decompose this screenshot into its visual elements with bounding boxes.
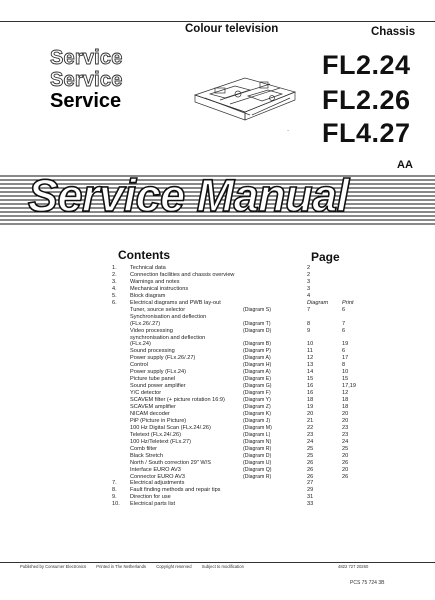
toc-item-page: 31 [307, 494, 314, 501]
toc-item-label: Power supply (FLx.26/.27) [130, 355, 196, 362]
toc-item-page: 26 [307, 459, 314, 466]
chassis-label: Chassis [371, 26, 416, 38]
toc-item-page: 9 [307, 327, 311, 334]
toc-item-label: Synchronisation and deflection [130, 313, 207, 320]
toc-item-label: Teletext (FLx.24/.26) [130, 431, 181, 438]
toc-item-label: Sound power amplifier [130, 383, 186, 390]
toc-item-label: Comb filter [130, 445, 158, 452]
toc-item-page: 25 [307, 445, 314, 452]
footer-printed: Printed in The Netherlands [96, 564, 147, 569]
contents-heading: Contents [118, 248, 170, 262]
toc-item-print-page: 10 [342, 369, 349, 376]
toc-item-diagram: (Diagram H) [243, 362, 272, 369]
service-logo-line-3: Service [50, 90, 122, 112]
toc-item-page: 26 [307, 466, 314, 473]
chassis-illustration [190, 70, 300, 135]
toc-item-page: 11 [307, 348, 313, 355]
toc-item-diagram: (Diagram A) [243, 369, 271, 376]
toc-item-print-page: 17,19 [342, 383, 356, 390]
toc-item-page: 16 [307, 390, 314, 397]
toc-item-label: Y/C detector [130, 390, 162, 397]
toc-item-label: Electrical parts list [130, 501, 176, 508]
footer-publisher: Published by Consumer Electronics [20, 564, 87, 569]
toc-item-number: 3. [112, 278, 117, 285]
toc-item-page: 10 [307, 341, 314, 348]
toc-item-label: Electrical adjustments [130, 480, 185, 487]
toc-item-number: 1. [112, 265, 117, 271]
toc-item-print-page: 12 [342, 390, 349, 397]
header-rule [0, 21, 435, 22]
toc-item-page: 8 [307, 320, 311, 327]
toc-item-print-page: 6 [342, 327, 346, 334]
toc-item-label: Warnings and notes [130, 278, 180, 285]
version-code: AA [397, 159, 413, 171]
toc-item-label: synchronisation and deflection [130, 334, 206, 341]
toc-item-label: Power supply (FLx.24) [130, 369, 186, 376]
toc-row [0, 500, 435, 508]
toc-item-page: 23 [307, 431, 314, 438]
footer-rule [0, 562, 435, 563]
toc-item-page: 22 [307, 424, 314, 431]
toc-item-diagram: (Diagram P) [243, 348, 271, 355]
toc-item-label: Technical data [130, 265, 166, 271]
toc-item-label: Electrical diagrams and PWB lay-out [130, 299, 221, 306]
toc-item-page: 20 [307, 410, 314, 417]
toc-item-diagram: (Diagram U) [243, 459, 272, 466]
diagram-column-heading: Diagram [307, 299, 329, 306]
toc-item-print-page: 20 [342, 452, 349, 459]
toc-item-print-page: 20 [342, 417, 349, 424]
toc-item-label: Black Stretch [130, 452, 163, 459]
toc-item-label: Interface EURO AV3 [130, 466, 181, 473]
toc-item-label: North / South correction 29" W/S [130, 459, 211, 466]
toc-item-print-page: 7 [342, 320, 346, 327]
service-logo-line-2: Service [50, 69, 123, 91]
toc-item-label: 100 Hz Digital Scan (FLx.24/.26) [130, 424, 211, 431]
toc-item-label: Mechanical instructions [130, 285, 189, 292]
toc-item-label: Fault finding methods and repair tips [130, 487, 221, 494]
toc-item-page: 4 [307, 292, 311, 299]
illustration-code: ~ [287, 128, 290, 133]
toc-item-label: Video processing [130, 327, 173, 334]
footer-copyright: Copyright reserved [156, 564, 192, 569]
toc-item-page: 25 [307, 452, 314, 459]
toc-item-diagram: (Diagram E) [243, 376, 271, 383]
toc-item-diagram: (Diagram G) [243, 383, 272, 390]
toc-item-page: 3 [307, 285, 311, 292]
toc-item-label: Connection facilities and chassis overview [130, 271, 235, 278]
toc-item-diagram: (Diagram K) [243, 410, 271, 417]
toc-item-label: SCAVEM amplifier [130, 404, 176, 410]
toc-item-label: Block diagram [130, 292, 166, 299]
toc-column-headers [0, 299, 435, 307]
toc-item-diagram: (Diagram Y) [243, 397, 271, 404]
model-fl4-27: FL4.27 [322, 118, 411, 148]
toc-item-number: 8. [112, 487, 117, 494]
toc-item-print-page: 20 [342, 410, 349, 417]
toc-item-page: 24 [307, 438, 314, 445]
toc-item-diagram: (Diagram F) [243, 390, 271, 397]
toc-item-label: 100 Hz/Teletext (FLx.27) [130, 438, 191, 445]
toc-item-page: 21 [307, 417, 314, 424]
toc-item-label: (FLx.26/.27) [130, 320, 161, 327]
print-column-heading: Print [342, 299, 354, 306]
footer-code: 4822 727 20260 [338, 564, 369, 569]
toc-item-page: 19 [307, 404, 314, 410]
toc-item-page: 15 [307, 376, 314, 383]
toc-item-label: (FLx.24) [130, 341, 151, 348]
toc-item-diagram: (Diagram T) [243, 320, 271, 327]
toc-item-number: 9. [112, 494, 117, 501]
toc-item-page: 27 [307, 480, 314, 487]
toc-item-page: 26 [307, 473, 314, 480]
toc-item-label: NICAM decoder [130, 410, 170, 417]
toc-item-diagram: (Diagram B) [243, 341, 271, 348]
footer [20, 564, 425, 569]
toc-item-print-page: 26 [342, 473, 349, 480]
toc-item-print-page: 20 [342, 466, 349, 473]
toc-item-page: 18 [307, 397, 314, 404]
toc-item-diagram: (Diagram M) [243, 424, 272, 431]
toc-item-page: 3 [307, 278, 311, 285]
toc-item-print-page: 6 [342, 348, 346, 355]
toc-item-diagram: (Diagram D) [243, 452, 272, 459]
toc-item-label: Connector EURO AV3 [130, 473, 185, 480]
model-fl2-26: FL2.26 [322, 85, 411, 115]
document-number: PCS 75 724 3B [350, 580, 385, 586]
toc-item-page: 16 [307, 383, 314, 390]
toc-item-number: 10. [112, 501, 120, 508]
toc-item-diagram: (Diagram N) [243, 438, 272, 445]
toc-item-number: 6. [112, 299, 117, 306]
toc-item-page: 14 [307, 369, 314, 376]
toc-item-print-page: 8 [342, 362, 346, 369]
toc-item-label: SCAVEM filter (+ picture rotation 16:9) [130, 397, 225, 404]
toc-item-diagram: (Diagram L) [243, 431, 271, 438]
toc-item-page: 7 [307, 306, 311, 313]
toc-item-page: 2 [307, 271, 311, 278]
toc-item-number: 2. [112, 271, 117, 278]
toc-item-print-page: 23 [342, 431, 349, 438]
toc-item-label: PiP (Picture in Picture) [130, 417, 187, 424]
toc-item-label: Picture tube panel [130, 376, 176, 383]
toc-item-page: 33 [307, 501, 314, 508]
colour-television-title: Colour television [185, 23, 279, 35]
footer-subject: Subject to modification [201, 564, 244, 569]
toc-item-number: 5. [112, 292, 117, 299]
toc-item-print-page: 18 [342, 404, 349, 410]
toc-item-print-page: 26 [342, 459, 349, 466]
toc-item-print-page: 18 [342, 397, 349, 404]
toc-item-diagram: (Diagram J) [243, 417, 271, 424]
toc-item-number: 7. [112, 480, 117, 487]
toc-item-page: 29 [307, 487, 314, 494]
toc-item-diagram: (Diagram D) [243, 327, 272, 334]
toc-item-print-page: 23 [342, 424, 349, 431]
toc-item-label: Direction for use [130, 494, 171, 501]
toc-item-print-page: 19 [342, 341, 349, 348]
toc-item-print-page: 15 [342, 376, 349, 383]
toc-item-print-page: 6 [342, 306, 346, 313]
toc-item-page: 2 [307, 265, 311, 271]
toc-item-label: Sound processing [130, 348, 175, 355]
toc-item-diagram: (Diagram R) [243, 445, 272, 452]
page-column-heading: Page [311, 250, 340, 264]
toc-item-print-page: 25 [342, 445, 349, 452]
toc-item-diagram: (Diagram S) [243, 306, 271, 313]
model-fl2-24: FL2.24 [322, 50, 411, 80]
toc-item-page: 12 [307, 355, 314, 362]
toc-item-print-page: 17 [342, 355, 349, 362]
toc-item-print-page: 24 [342, 438, 349, 445]
toc-item-page: 13 [307, 362, 314, 369]
toc-item-diagram: (Diagram A) [243, 355, 271, 362]
toc-item-label: Control [130, 362, 149, 369]
service-manual-banner: Service Manual [28, 170, 349, 221]
toc-item-diagram: (Diagram Z) [243, 404, 271, 410]
toc-item-diagram: (Diagram Q) [243, 466, 272, 473]
toc-item-diagram: (Diagram R) [243, 473, 272, 480]
toc-item-number: 4. [112, 285, 117, 292]
service-logo-line-1: Service [50, 47, 123, 69]
toc-item-label: Tuner, source selector [130, 306, 186, 313]
